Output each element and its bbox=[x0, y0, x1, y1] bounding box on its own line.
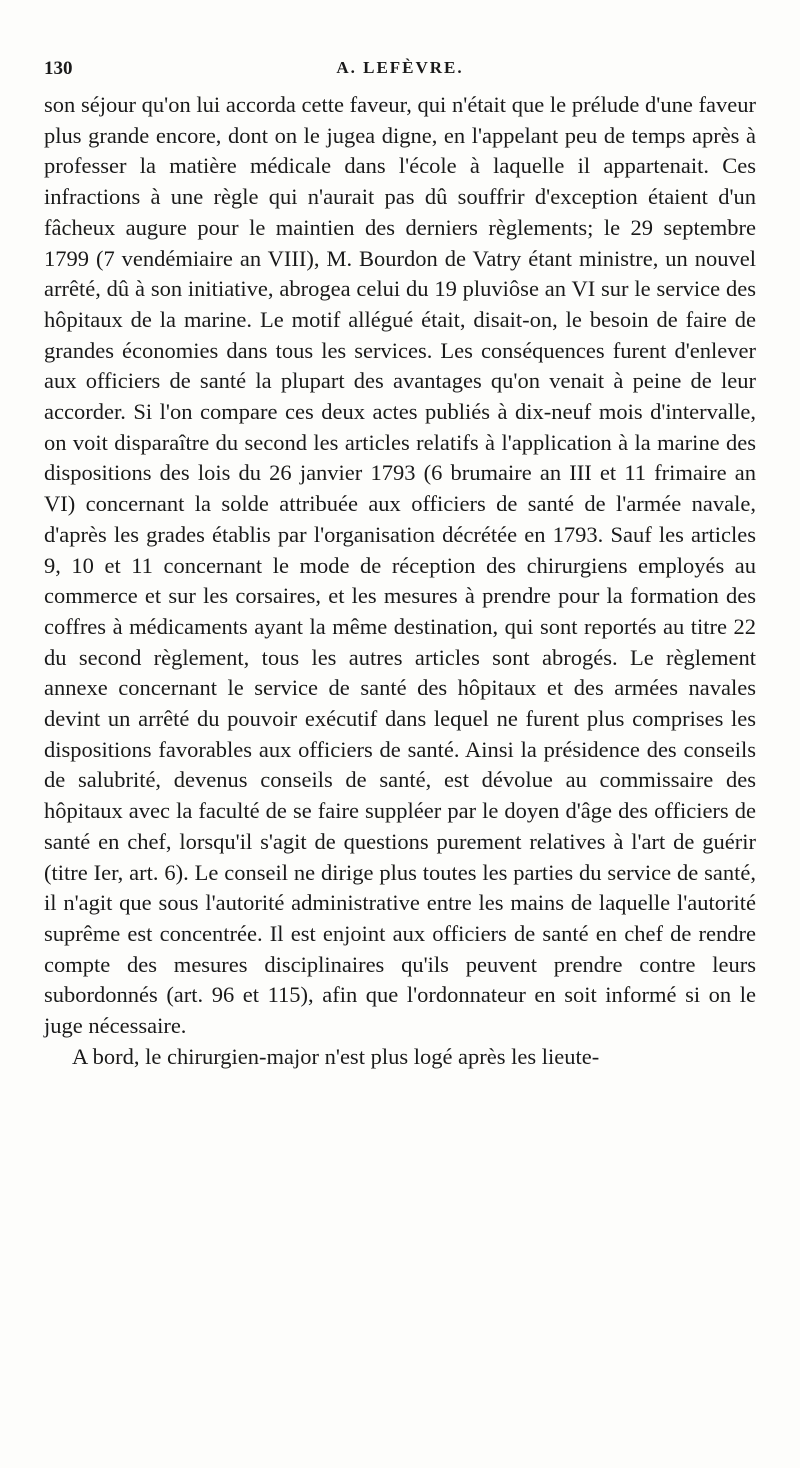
paragraph-2: A bord, le chirurgien-major n'est plus logé après les lieute- bbox=[72, 1043, 600, 1069]
header-author: A. LEFÈVRE. bbox=[336, 58, 464, 77]
page-number: 130 bbox=[44, 58, 73, 79]
running-head bbox=[44, 58, 756, 86]
body-text bbox=[44, 90, 756, 1073]
paragraph-1: son séjour qu'on lui accorda cette faveur, qui n'était que le prélude d'une faveur plus grande encore, dont on le jugea digne, en l'appelant peu de temps après à professer la matière médicale dans l'école à laquelle il appartenait. Ces infractions à une règle qui n'aurait pas dû souffrir d'exception étaient d'un fâcheux augure pour le maintien des derniers règlements; le 29 septembre 1799 (7 vendémiaire an VIII), M. Bourdon de Vatry étant ministre, un nouvel arrêté, dû à son initiative, abrogea celui du 19 pluviôse an VI sur le service des hôpitaux de la marine. Le motif allégué était, disait-on, le besoin de faire de grandes économies dans tous les services. Les conséquences furent d'enlever aux officiers de santé la plupart des avantages qu'on venait à peine de leur accorder. Si l'on compare ces deux actes publiés à dix-neuf mois d'intervalle, on voit disparaître du second les articles relatifs à l'application à la marine des dispositions des lois du 26 janvier 1793 (6 brumaire an III et 11 frimaire an VI) concernant la solde attribuée aux officiers de santé de l'armée navale, d'après les grades établis par l'organisation décrétée en 1793. Sauf les articles 9, 10 et 11 concernant le mode de réception des chirurgiens employés au commerce et sur les corsaires, et les mesures à prendre pour la formation des coffres à médicaments ayant la même destination, qui sont reportés au titre 22 du second règlement, tous les autres articles sont abrogés. Le règlement annexe concernant le service de santé des hôpitaux et des armées navales devint un arrêté du pouvoir exécutif dans lequel ne furent plus comprises les dispositions favorables aux officiers de santé. Ainsi la présidence des conseils de salubrité, devenus conseils de santé, est dévolue au commissaire des hôpitaux avec la faculté de se faire suppléer par le doyen d'âge des officiers de santé en chef, lorsqu'il s'agit de questions purement relatives à l'art de guérir (titre Ier, art. 6). Le conseil ne dirige plus toutes les parties du service de santé, il n'agit que sous l'autorité administrative entre les mains de laquelle l'autorité suprême est concentrée. Il est enjoint aux officiers de santé en chef de rendre compte des mesures disciplinaires qu'ils peuvent prendre contre leurs subordonnés (art. 96 et 115), afin que l'ordonnateur en soit informé si on le juge nécessaire. bbox=[44, 92, 756, 1039]
